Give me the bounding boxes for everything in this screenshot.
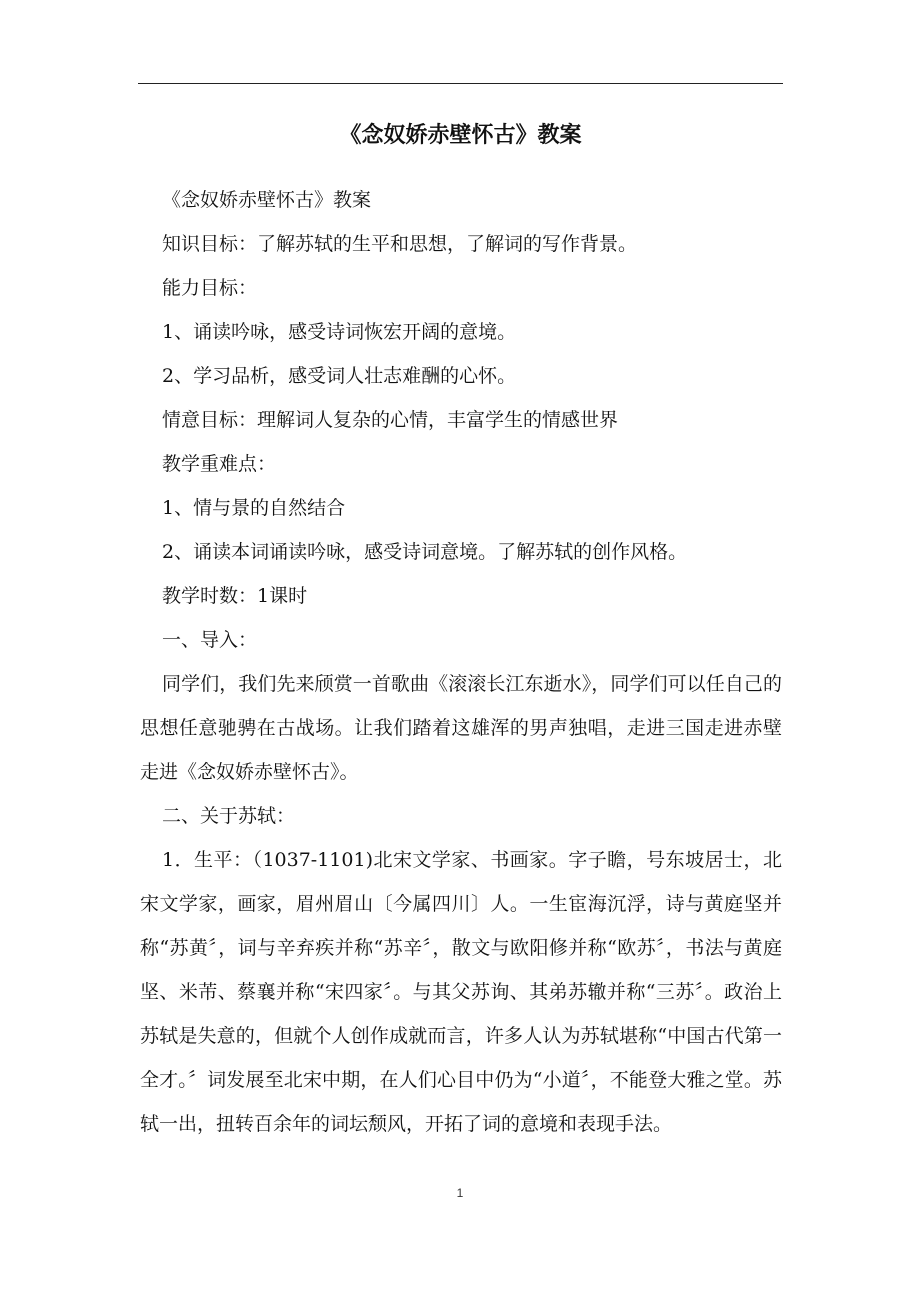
paragraph-key-point-1: 1、情与景的自然结合 (162, 497, 346, 519)
paragraph-class-hours: 教学时数：1课时 (162, 585, 308, 607)
paragraph-emotion-goal: 情意目标：理解词人复杂的心情，丰富学生的情感世界 (162, 409, 619, 431)
paragraph-ability-goal-label: 能力目标： (162, 277, 258, 299)
paragraph-ability-goal-2: 2、学习品析，感受词人壮志难酬的心怀。 (162, 365, 517, 387)
paragraph-section-intro-heading: 一、导入： (162, 629, 258, 651)
page-number: 1 (456, 1186, 464, 1200)
paragraph-key-points-label: 教学重难点： (162, 453, 277, 475)
paragraph-ability-goal-1: 1、诵读吟咏，感受诗词恢宏开阔的意境。 (162, 321, 517, 343)
document-title: 《念奴娇赤壁怀古》教案 (339, 123, 582, 148)
header-rule (138, 83, 783, 84)
paragraph-heading-repeat: 《念奴娇赤壁怀古》教案 (162, 189, 372, 211)
paragraph-section-sushi-heading: 二、关于苏轼： (162, 805, 296, 827)
paragraph-sushi-biography: 1．生平：（1037-1101)北宋文学家、书画家。字子瞻，号东坡居士，北宋文学家，画家，眉州眉山〔今属四川〕人。一生宦海沉浮，诗与黄庭坚并称“苏黄〞，词与辛弃疾并称“苏辛〞，散文与欧阳修并称“欧苏〞，书法与黄庭坚、米芾、蔡襄并称“宋四家〞。与其父苏询、其弟苏辙并称“三苏〞。政治上苏轼是失意的，但就个人创作成就而言，许多人认为苏轼堪称“中国古代第一全才。〞词发展至北宋中期，在人们心目中仍为“小道〞，不能登大雅之堂。苏轼一出，扭转百余年的词坛颓风，开拓了词的意境和表现手法。 (140, 849, 782, 1135)
document-body (140, 178, 782, 1146)
paragraph-knowledge-goal: 知识目标：了解苏轼的生平和思想，了解词的写作背景。 (162, 233, 638, 255)
paragraph-section-intro-body: 同学们，我们先来颀赏一首歌曲《滚滚长江东逝水》，同学们可以任自己的思想任意驰骋在古战场。让我们踏着这雄浑的男声独唱，走进三国走进赤壁走进《念奴娇赤壁怀古》。 (140, 673, 782, 783)
paragraph-key-point-2: 2、诵读本词诵读吟咏，感受诗词意境。了解苏轼的创作风格。 (162, 541, 688, 563)
